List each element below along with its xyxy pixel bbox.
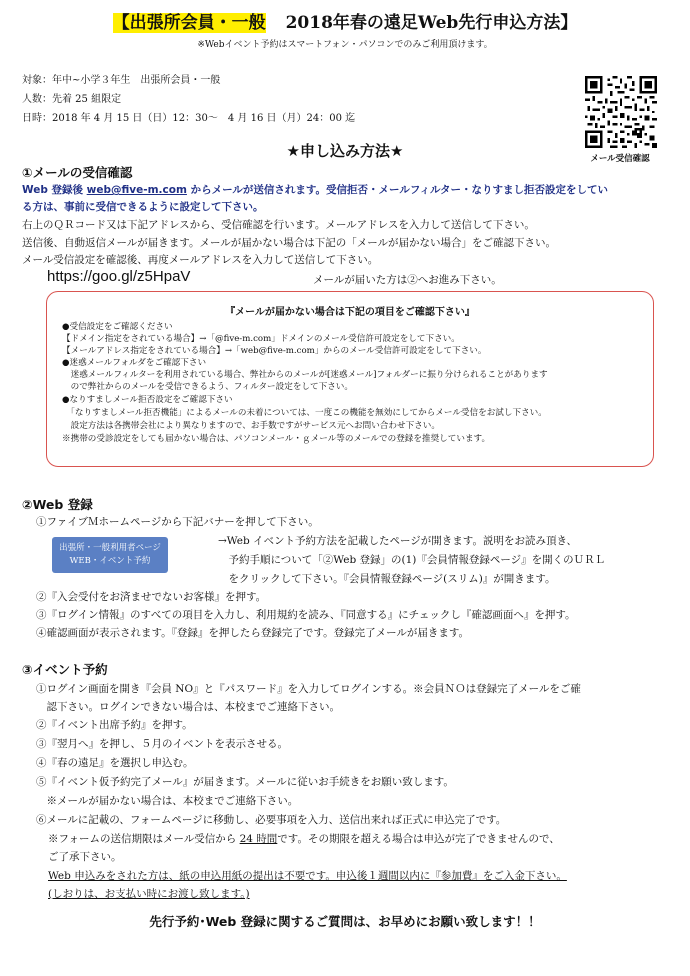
web-application-note: Web 申込みをされた方は、紙の申込用紙の提出は不要です。申込後１週間以内に『参加費』をご入金下さい。: [48, 870, 567, 882]
notice-line: 迷惑メールフィルターを利用されている場合、弊社からのメールが[迷惑メール]フォルダーに振り分けられることがあります: [62, 370, 548, 380]
notice-line: 設定方法は各携帯会社により異なりますので、お手数ですがサービス元へお問い合わせ下さい。: [62, 421, 440, 431]
meta-target: 対象：年中~小学３年生 出張所会員・一般: [22, 75, 221, 86]
title-highlight: 【出張所会員・一般: [112, 13, 266, 33]
section2-arrow-line: をクリックして下さい。『会員情報登録ページ(スリム)』が開きます。: [218, 573, 556, 585]
line1-post: からメールが送信されます。受信拒否・メールフィルター・なりすまし拒否設定をしてい: [186, 184, 609, 196]
registration-url-link[interactable]: https://goo.gl/z5HpaV: [47, 268, 191, 285]
footer-note: 先行予約･Web 登録に関するご質問は、お早めにお願い致します！！: [149, 914, 541, 929]
reached-note: メールが届いた方は②へお進み下さい。: [313, 274, 502, 286]
section1-line5: メール受信設定を確認後、再度メールアドレスを入力して送信して下さい。: [22, 254, 379, 266]
section1-line1: [22, 182, 608, 197]
section2-arrow-line: 予約手順について「②Web 登録」の(1)『会員情報登録ページ』を開くのＵＲＬ: [218, 554, 606, 566]
meta-datetime: 日時：2018 年 4 月 15 日（日）12：30～ 4 月 16 日（月）24：00 迄: [22, 113, 356, 124]
deadline-hours: 24 時間: [239, 833, 278, 845]
notice-line: ※携帯の受診設定をしても届かない場合は、パソコンメール・ｇメール等のメールでの登録を推奨しています。: [62, 434, 491, 444]
section3-line: ⑥メールに記載の、フォームページに移動し、必要事項を入力、送信出来れば正式に申込完了です。: [36, 814, 507, 826]
section2-heading: ②Web 登録: [22, 497, 93, 512]
section2-step4: ④確認画面が表示されます。『登録』を押したら登録完了です。登録完了メールが届きます。: [36, 627, 470, 639]
deadline-post: です。その期限を超える場合は申込が完了できませんので、: [277, 833, 560, 845]
notice-box-title: 『メールが届かない場合は下記の項目をご確認下さい』: [225, 307, 475, 318]
section3-line: 認下さい。ログインできない場合は、本校までご連絡下さい。: [36, 701, 340, 713]
section3-line: ②『イベント出席予約』を押す。: [36, 719, 193, 731]
banner-line2: WEB・イベント予約: [69, 556, 151, 566]
qr-code-icon[interactable]: [585, 76, 657, 148]
notice-line: 「なりすましメール拒否機能」によるメールの未着については、一度この機能を無効にしてからメール受信をお試し下さい。: [62, 408, 547, 418]
confirm-note: ご了承下さい。: [48, 851, 122, 863]
section2-step1: ①ファイブＭホームページから下記バナーを押して下さい。: [36, 516, 319, 528]
title-rest: 2018年春の遠足Web先行申込方法】: [285, 13, 578, 33]
section3-line: ⑤『イベント仮予約完了メール』が届きます。メールに従いお手続きをお願い致します。: [36, 776, 454, 788]
notice-line: ●迷惑メールフォルダをご確認下さい: [62, 358, 207, 368]
section2-step3: ③『ログイン情報』のすべての項目を入力し、利用規約を読み、『同意する』にチェックし『確認画面へ』を押す。: [36, 609, 576, 621]
section1-line4: 送信後、自動返信メールが届きます。メールが届かない場合は下記の「メールが届かない場合」をご確認下さい。: [22, 237, 557, 249]
web-event-banner-button[interactable]: [52, 537, 168, 573]
section2-arrow-line: →Web イベント予約方法を記載したページが開きます。説明をお読み頂き、: [218, 535, 578, 547]
page-title: [0, 8, 690, 33]
section1-heading: ①メールの受信確認: [22, 165, 133, 180]
notice-line: 【ドメイン指定をされている場合】→「@five-m.com」ドメインのメール受信許可設定をして下さい。: [62, 334, 460, 344]
shiori-note: (しおりは、お支払い時にお渡し致します。): [48, 888, 250, 900]
notice-line: ●受信設定をご確認ください: [62, 322, 173, 332]
notice-line: 【メールアドレス指定をされている場合】→「web@five-m.com」からのメール受信許可設定をして下さい。: [62, 346, 487, 356]
usage-note: ※Webイベント予約はスマートフォン・パソコンでのみご利用頂けます。: [197, 40, 493, 50]
deadline-note: [48, 831, 560, 846]
notice-line: ●なりすましメール拒否設定をご確認下さい: [62, 395, 233, 405]
method-title: ★申し込み方法★: [286, 142, 404, 160]
deadline-pre: ※フォームの送信期限はメール受信から: [48, 833, 240, 845]
section1-line2: る方は、事前に受信できるように設定して下さい。: [22, 201, 264, 213]
section3-line: ④『春の遠足』を選択し申込む。: [36, 757, 194, 769]
section1-line3: 右上のＱＲコード又は下記アドレスから、受信確認を行います。メールアドレスを入力して送信して下さい。: [22, 219, 535, 231]
section3-line: ①ログイン画面を開き『会員 NO』と『パスワード』を入力してログインする。※会員ＮＯは登録完了メールをご確: [36, 683, 581, 695]
sender-email-link[interactable]: web@five-m.com: [86, 184, 187, 196]
meta-count: 人数：先着 25 組限定: [22, 94, 122, 105]
qr-caption: メール受信確認: [590, 154, 650, 164]
notice-line: ので弊社からのメールを受信できるよう、フィルター設定をして下さい。: [62, 382, 353, 392]
section3-line: ③『翌月へ』を押し、５月のイベントを表示させる。: [36, 738, 288, 750]
section2-step2: ②『入会受付をお済ませでないお客様』を押す。: [36, 591, 267, 603]
banner-line1: 出張所・一般利用者ページ: [59, 543, 161, 553]
section3-heading: ③イベント予約: [22, 662, 108, 677]
line1-pre: Web 登録後: [22, 184, 87, 196]
section3-line: ※メールが届かない場合は、本校までご連絡下さい。: [36, 795, 299, 807]
